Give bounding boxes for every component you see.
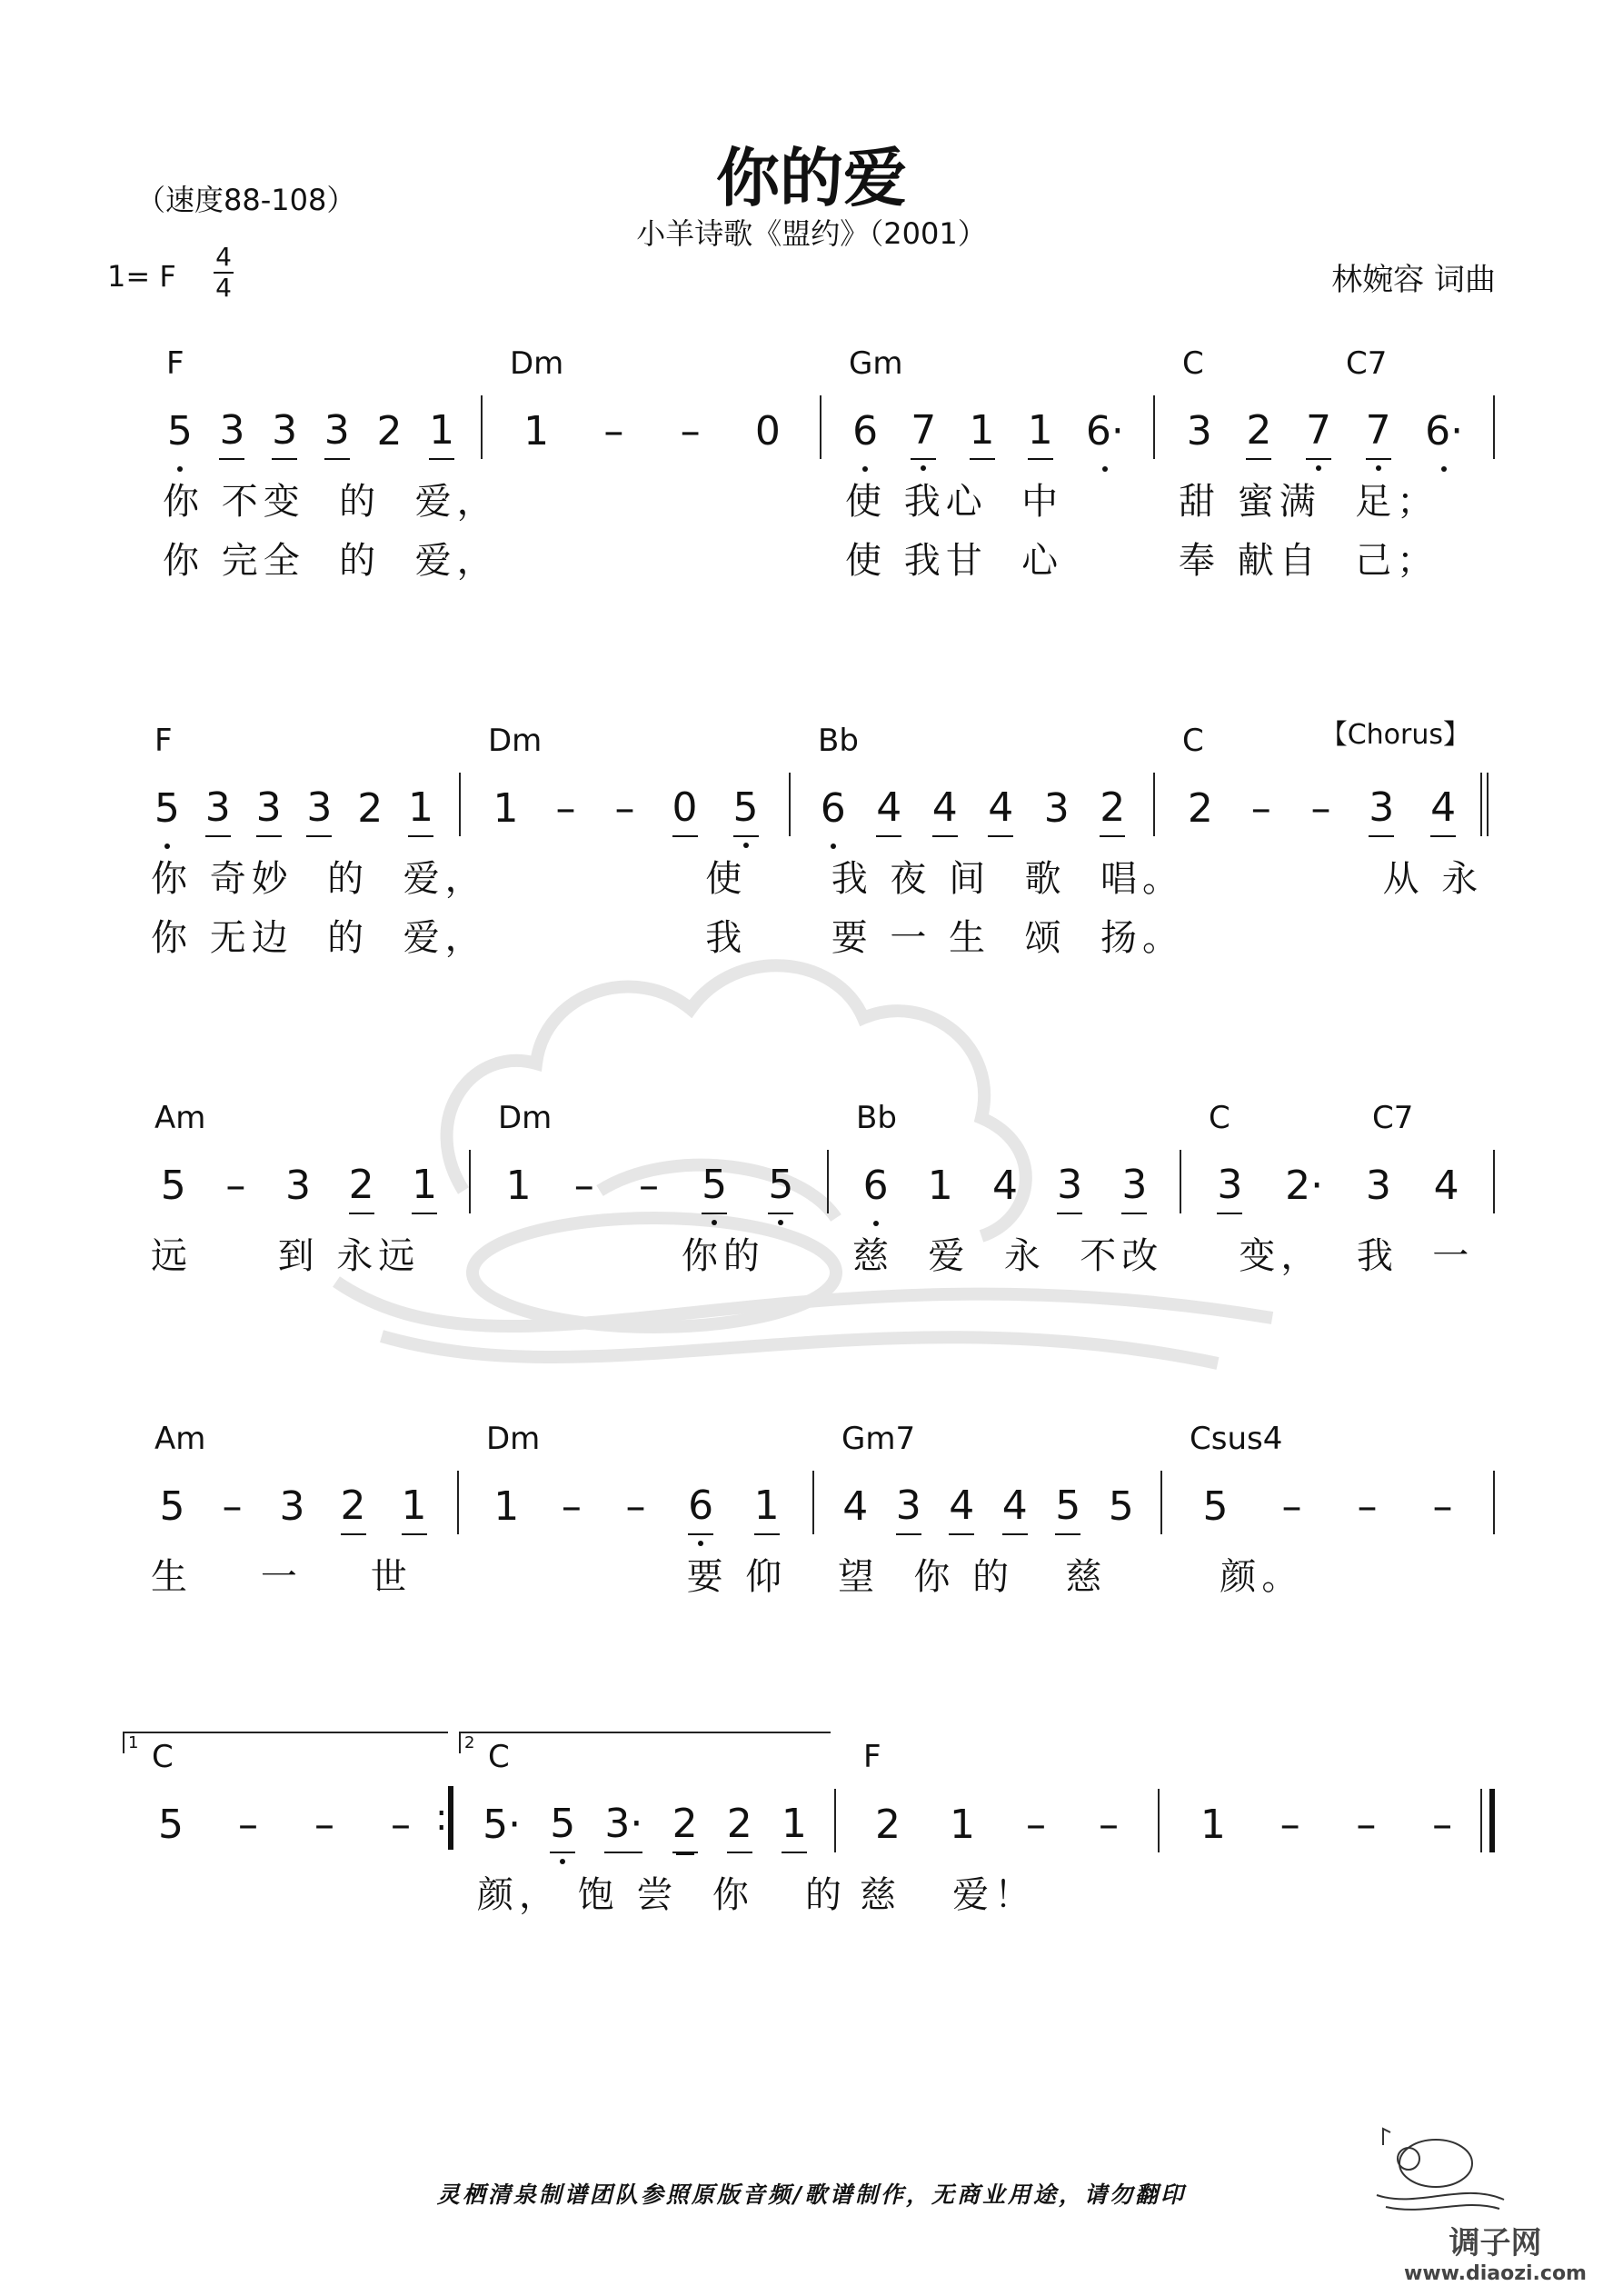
volta-bracket: 2 (459, 1732, 831, 1753)
note: 3 (1217, 1158, 1242, 1214)
lyric-line-1: 你的 (494, 1235, 765, 1277)
note: 4 (842, 1483, 869, 1530)
chord-symbol: Bb (818, 723, 859, 759)
lyric-line-1: 慈 爱！ (860, 1874, 1037, 1916)
note: 0 (672, 781, 698, 837)
chord-symbol: C (1182, 345, 1204, 382)
chord-symbol: Am (154, 1100, 206, 1136)
lyric-line-1: 远 到 永远 (151, 1235, 421, 1277)
note: 5· (483, 1802, 522, 1848)
note: 1 (429, 404, 454, 460)
note-row (791, 777, 1155, 841)
note: 1 (782, 1797, 807, 1853)
chord-row (1160, 1739, 1495, 1775)
chord-row (821, 345, 1155, 382)
measure (1155, 723, 1489, 959)
time-signature (214, 244, 234, 302)
lyric-line-1: 我 夜 间 歌 唱。 (814, 858, 1185, 900)
measure (1160, 1739, 1495, 1975)
lyric-line-1: 使 我心 中 (845, 481, 1064, 523)
lyric-line-1: 从 永 (1179, 858, 1484, 900)
volta-bracket: 1 (123, 1732, 448, 1753)
measure (791, 723, 1185, 959)
note: 6 (821, 782, 846, 836)
note-extension-dash: – (625, 1483, 646, 1530)
note: 5 (550, 1797, 575, 1853)
time-bottom: 4 (215, 273, 232, 303)
note-extension-dash: – (614, 785, 635, 832)
note: 3 (279, 1483, 305, 1530)
lyric-line-1: 你 不变 的 爱， (163, 481, 499, 523)
note-extension-dash: – (1279, 1802, 1300, 1848)
note: 1 (1028, 404, 1053, 460)
site-name: 调子网 (1449, 2225, 1542, 2261)
note-extension-dash: – (314, 1802, 334, 1848)
note: 3 (1057, 1158, 1082, 1214)
chord-row (459, 1421, 814, 1457)
note-extension-dash: – (1310, 785, 1331, 832)
song-subtitle: 小羊诗歌《盟约》（2001） (636, 216, 987, 251)
chord-row (791, 723, 1155, 759)
note: 3 (205, 781, 231, 837)
measure (821, 345, 1155, 582)
note-extension-dash: – (638, 1163, 659, 1209)
note: 1 (950, 1802, 975, 1848)
site-watermark (1404, 2218, 1587, 2285)
note: 5 (154, 782, 180, 836)
lyric-line-1: 甜 蜜满 足； (1179, 481, 1439, 523)
site-url: www.diaozi.com (1404, 2262, 1587, 2285)
note: 5 (1202, 1483, 1229, 1530)
note-row (483, 400, 821, 464)
lyric-line-2: 奉 献自 己； (1179, 540, 1439, 582)
measure (1181, 1100, 1495, 1336)
note: 2 (376, 408, 403, 454)
note-extension-dash: – (222, 1483, 243, 1530)
note-extension-dash: – (1281, 1483, 1302, 1530)
note: 1 (402, 1479, 427, 1535)
chord-row (829, 1100, 1181, 1136)
note: 5 (160, 1163, 186, 1209)
chord-row (1181, 1100, 1495, 1136)
measure (461, 723, 791, 959)
note-row (459, 1475, 814, 1539)
note: 6 (852, 404, 878, 459)
lyric-line-1: 望 你 的 慈 (838, 1556, 1108, 1598)
note: 7 (911, 404, 936, 460)
lyric-line-1: 使 (484, 858, 748, 900)
note: 3 (324, 404, 350, 460)
note-extension-dash: – (238, 1802, 258, 1848)
score-system (139, 345, 1495, 582)
note: 1 (493, 1483, 520, 1530)
note-row (453, 1793, 836, 1857)
note: 6· (1086, 404, 1124, 459)
measure (453, 1733, 848, 1975)
lyric-line-2: 我 (484, 917, 748, 959)
score-system (127, 1100, 1495, 1336)
note-extension-dash: – (1099, 1802, 1119, 1848)
note-row (1181, 1154, 1495, 1218)
note: 2 (875, 1802, 901, 1848)
note-row (127, 1475, 459, 1539)
note-extension-dash: – (573, 1163, 594, 1209)
chord-row (139, 345, 483, 382)
measure (471, 1100, 829, 1336)
note-row (1155, 777, 1489, 841)
measure (1155, 345, 1495, 582)
score-system (127, 1421, 1495, 1657)
sheep-logo-icon (1372, 2118, 1508, 2218)
chord-row (471, 1100, 829, 1136)
note: 1 (1200, 1802, 1226, 1848)
note: 5 (1108, 1483, 1134, 1530)
chord-row (127, 723, 461, 759)
lyric-line-1: 生 一 世 (151, 1556, 413, 1598)
note: 1 (927, 1163, 953, 1209)
lyric-line-1: 你 奇妙 的 爱， (151, 858, 487, 900)
note: 3 (306, 781, 332, 837)
note: 2 (1187, 785, 1213, 832)
note: 5 (167, 404, 193, 459)
note: 2 (1246, 404, 1271, 460)
author-credit: 林婉容 词曲 (1331, 262, 1496, 298)
chord-symbol: C (1209, 1100, 1230, 1136)
lyric-line-1: 颜。 (1186, 1556, 1304, 1598)
note: 2 (1100, 781, 1125, 837)
chord-row (1155, 723, 1489, 759)
note-extension-dash: – (1356, 1802, 1377, 1848)
lyric-line-1: 慈 爱 永 不改 (852, 1235, 1164, 1277)
note: 1 (754, 1479, 780, 1535)
measure (139, 345, 499, 582)
chord-row (461, 723, 791, 759)
note-row (821, 400, 1155, 464)
chord-row (117, 1739, 453, 1775)
note-extension-dash: – (1432, 1802, 1453, 1848)
note: 3 (1043, 785, 1070, 832)
note-row (1162, 1475, 1495, 1539)
note: 7 (1366, 404, 1391, 460)
note: 5 (1055, 1479, 1080, 1535)
note-extension-dash: – (391, 1802, 411, 1848)
note-extension-dash: – (680, 408, 701, 454)
note: 6 (688, 1479, 713, 1535)
chord-row (483, 345, 821, 382)
note: 3 (284, 1163, 311, 1209)
chord-symbol: Am (154, 1421, 206, 1457)
measure (1162, 1421, 1495, 1657)
chord-row (836, 1739, 1160, 1775)
chord-row (1155, 345, 1495, 382)
chord-row (1162, 1421, 1495, 1457)
note: 2 (672, 1797, 698, 1853)
chord-row (127, 1100, 471, 1136)
chord-symbol: F (863, 1739, 881, 1775)
lyric-line-1: 颜， 饱 尝 你 的 (477, 1874, 848, 1916)
chorus-label: 【Chorus】 (1319, 719, 1470, 751)
note: 3 (896, 1479, 921, 1535)
measure (127, 1421, 459, 1657)
chord-symbol: Gm7 (841, 1421, 916, 1457)
note: 2 (357, 785, 383, 832)
note-extension-dash: – (561, 1483, 582, 1530)
note: 3 (256, 781, 282, 837)
note: 1 (970, 404, 995, 460)
note-row (1160, 1793, 1495, 1857)
note: 2 (341, 1479, 366, 1535)
note: 1 (493, 785, 519, 832)
note-extension-dash: – (225, 1163, 246, 1209)
note: 4 (1430, 781, 1456, 837)
chord-symbol: Dm (488, 723, 543, 759)
note: 5 (702, 1158, 727, 1214)
chord-symbol: Bb (856, 1100, 897, 1136)
lyric-line-2: 你 无边 的 爱， (151, 917, 487, 959)
note: 1 (408, 781, 433, 837)
note: 5 (159, 1483, 185, 1530)
note: 6 (863, 1159, 889, 1213)
key-signature: 1= F (107, 259, 176, 294)
chord-symbol: Dm (486, 1421, 541, 1457)
time-top: 4 (215, 242, 232, 272)
note: 1 (412, 1158, 437, 1214)
lyric-line-1: 变， 我 一 (1205, 1235, 1475, 1277)
footer-credit: 灵栖清泉制谱团队参照原版音频/歌谱制作，无商业用途，请勿翻印 (436, 2181, 1187, 2208)
chord-symbol: Gm (849, 345, 903, 382)
note-row (117, 1793, 453, 1857)
chord-symbol: Dm (498, 1100, 553, 1136)
lyric-line-1: 要 仰 (483, 1556, 788, 1598)
measure (836, 1739, 1160, 1975)
note: 4 (876, 781, 901, 837)
chord-symbol: C (488, 1739, 510, 1775)
lyric-line-2: 你 完全 的 爱， (163, 540, 499, 582)
chord-symbol: C7 (1346, 345, 1388, 382)
note: 4 (988, 781, 1013, 837)
note: 2 (727, 1797, 752, 1853)
note: 1 (505, 1163, 532, 1209)
chord-symbol: Csus4 (1190, 1421, 1283, 1457)
note-row (471, 1154, 829, 1218)
lyric-line-2: 使 我甘 心 (845, 540, 1064, 582)
note: 3 (219, 404, 244, 460)
note-row (814, 1475, 1162, 1539)
note-row (127, 777, 461, 841)
chord-symbol: C (1182, 723, 1204, 759)
note: 3 (1121, 1158, 1147, 1214)
note-row (461, 777, 791, 841)
tempo-marking: （速度88-108） (136, 183, 356, 217)
measure (127, 1100, 471, 1336)
note-row (1155, 400, 1495, 464)
note: 5 (768, 1158, 793, 1214)
note: 1 (523, 408, 550, 454)
note-extension-dash: – (1432, 1483, 1453, 1530)
note: 3 (1186, 408, 1212, 454)
chord-row (453, 1739, 836, 1775)
measure (459, 1421, 814, 1657)
note: 7 (1306, 404, 1331, 460)
note: 6· (1425, 404, 1463, 459)
note: 4 (991, 1163, 1018, 1209)
note-extension-dash: – (1026, 1802, 1046, 1848)
note-extension-dash: – (603, 408, 624, 454)
chord-symbol: F (166, 345, 184, 382)
note-row (127, 1154, 471, 1218)
measure (814, 1421, 1162, 1657)
note-row (829, 1154, 1181, 1218)
measure (483, 345, 821, 582)
measure (829, 1100, 1181, 1336)
score-system (117, 1733, 1495, 1975)
chord-symbol: Dm (510, 345, 564, 382)
chord-symbol: C (152, 1739, 174, 1775)
note: 3 (1365, 1163, 1391, 1209)
note: 3 (1369, 781, 1394, 837)
score-system (127, 719, 1489, 959)
note: 2 (349, 1158, 374, 1214)
note-extension-dash: – (1250, 785, 1271, 832)
note-extension-dash: – (555, 785, 576, 832)
note-row (139, 400, 483, 464)
chord-symbol: F (154, 723, 173, 759)
note: 4 (1002, 1479, 1028, 1535)
note-row (836, 1793, 1160, 1857)
measure (127, 723, 487, 959)
note: 5 (158, 1802, 184, 1848)
note: 5 (733, 781, 759, 837)
chord-row (814, 1421, 1162, 1457)
song-title: 你的爱 (716, 141, 907, 215)
note-extension-dash: – (1357, 1483, 1378, 1530)
note: 4 (1433, 1163, 1459, 1209)
note: 3· (604, 1797, 642, 1853)
lyric-line-2: 要 一 生 颂 扬。 (814, 917, 1185, 959)
note: 2· (1285, 1163, 1324, 1209)
measure (117, 1733, 453, 1975)
note: 4 (932, 781, 958, 837)
chord-symbol: C7 (1372, 1100, 1414, 1136)
chord-row (127, 1421, 459, 1457)
note: 0 (754, 408, 781, 454)
note: 4 (949, 1479, 974, 1535)
note: 3 (272, 404, 297, 460)
